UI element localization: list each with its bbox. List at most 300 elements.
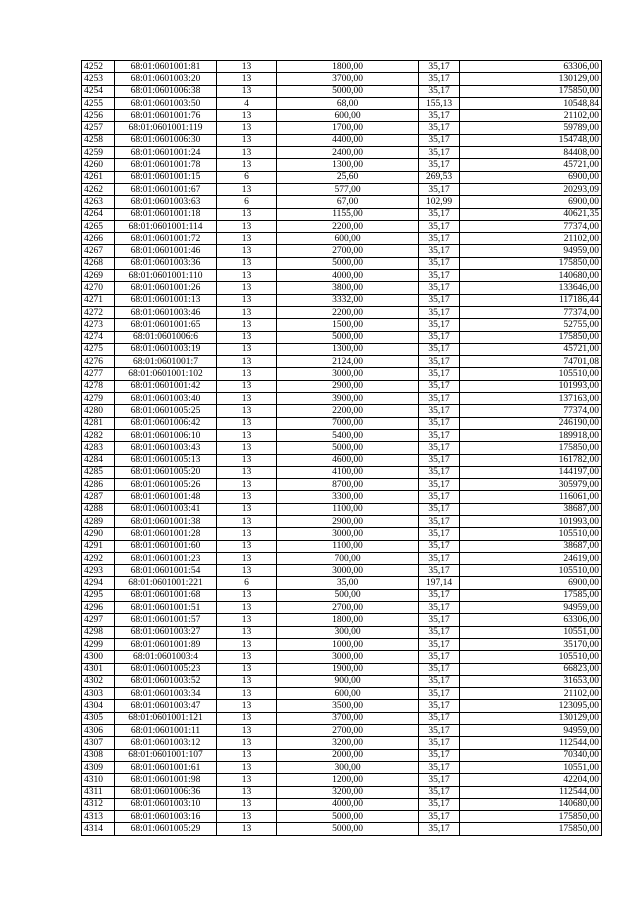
cadastral-number-cell: 68:01:0601003:43	[115, 442, 217, 454]
value-cell: 63306,00	[460, 614, 602, 626]
cadastral-number-cell: 68:01:0601005:25	[115, 405, 217, 417]
row-number-cell: 4292	[82, 552, 115, 564]
cadastral-number-cell: 68:01:0601001:78	[115, 159, 217, 171]
table-row	[82, 429, 602, 441]
category-cell: 13	[217, 479, 277, 491]
table-row	[82, 294, 602, 306]
area-cell: 1700,00	[277, 122, 419, 134]
category-cell: 13	[217, 270, 277, 282]
category-cell: 13	[217, 220, 277, 232]
rate-cell: 35,17	[419, 466, 460, 478]
cadastral-number-cell: 68:01:0601001:98	[115, 774, 217, 786]
table-row	[82, 270, 602, 282]
category-cell: 13	[217, 774, 277, 786]
cadastral-number-cell: 68:01:0601006:36	[115, 786, 217, 798]
category-cell: 13	[217, 786, 277, 798]
category-cell: 13	[217, 282, 277, 294]
rate-cell: 35,17	[419, 122, 460, 134]
table-row	[82, 651, 602, 663]
value-cell: 175850,00	[460, 331, 602, 343]
row-number-cell: 4288	[82, 503, 115, 515]
row-number-cell: 4252	[82, 61, 115, 73]
row-number-cell: 4265	[82, 220, 115, 232]
cadastral-number-cell: 68:01:0601001:11	[115, 725, 217, 737]
category-cell: 13	[217, 343, 277, 355]
rate-cell: 35,17	[419, 85, 460, 97]
cadastral-number-cell: 68:01:0601003:46	[115, 306, 217, 318]
rate-cell: 35,17	[419, 147, 460, 159]
table-row	[82, 134, 602, 146]
area-cell: 3900,00	[277, 393, 419, 405]
row-number-cell: 4310	[82, 774, 115, 786]
category-cell: 13	[217, 565, 277, 577]
table-row	[82, 761, 602, 773]
area-cell: 4000,00	[277, 798, 419, 810]
value-cell: 133646,00	[460, 282, 602, 294]
area-cell: 3700,00	[277, 712, 419, 724]
area-cell: 5000,00	[277, 257, 419, 269]
rate-cell: 35,17	[419, 675, 460, 687]
table-row	[82, 454, 602, 466]
category-cell: 13	[217, 811, 277, 823]
category-cell: 13	[217, 233, 277, 245]
area-cell: 1000,00	[277, 638, 419, 650]
table-row	[82, 405, 602, 417]
cadastral-number-cell: 68:01:0601001:57	[115, 614, 217, 626]
area-cell: 7000,00	[277, 417, 419, 429]
value-cell: 116061,00	[460, 491, 602, 503]
area-cell: 3000,00	[277, 565, 419, 577]
rate-cell: 35,17	[419, 442, 460, 454]
row-number-cell: 4308	[82, 749, 115, 761]
rate-cell: 35,17	[419, 294, 460, 306]
row-number-cell: 4281	[82, 417, 115, 429]
row-number-cell: 4274	[82, 331, 115, 343]
table-row	[82, 565, 602, 577]
rate-cell: 155,13	[419, 97, 460, 109]
value-cell: 130129,00	[460, 73, 602, 85]
area-cell: 2200,00	[277, 220, 419, 232]
category-cell: 13	[217, 602, 277, 614]
area-cell: 5400,00	[277, 429, 419, 441]
category-cell: 13	[217, 589, 277, 601]
row-number-cell: 4311	[82, 786, 115, 798]
cadastral-number-cell: 68:01:0601006:30	[115, 134, 217, 146]
value-cell: 175850,00	[460, 85, 602, 97]
row-number-cell: 4254	[82, 85, 115, 97]
cadastral-number-cell: 68:01:0601003:50	[115, 97, 217, 109]
value-cell: 101993,00	[460, 515, 602, 527]
rate-cell: 35,17	[419, 663, 460, 675]
category-cell: 13	[217, 798, 277, 810]
cadastral-number-cell: 68:01:0601003:12	[115, 737, 217, 749]
area-cell: 700,00	[277, 552, 419, 564]
rate-cell: 35,17	[419, 688, 460, 700]
area-cell: 68,00	[277, 97, 419, 109]
value-cell: 21102,00	[460, 233, 602, 245]
cadastral-number-cell: 68:01:0601001:107	[115, 749, 217, 761]
area-cell: 3000,00	[277, 368, 419, 380]
value-cell: 123095,00	[460, 700, 602, 712]
table-row	[82, 282, 602, 294]
row-number-cell: 4255	[82, 97, 115, 109]
value-cell: 101993,00	[460, 380, 602, 392]
row-number-cell: 4273	[82, 319, 115, 331]
rate-cell: 35,17	[419, 749, 460, 761]
cadastral-number-cell: 68:01:0601001:7	[115, 356, 217, 368]
value-cell: 17585,00	[460, 589, 602, 601]
table-row	[82, 306, 602, 318]
category-cell: 13	[217, 823, 277, 835]
cadastral-number-cell: 68:01:0601005:29	[115, 823, 217, 835]
area-cell: 2900,00	[277, 515, 419, 527]
row-number-cell: 4271	[82, 294, 115, 306]
category-cell: 13	[217, 638, 277, 650]
rate-cell: 35,17	[419, 626, 460, 638]
category-cell: 13	[217, 737, 277, 749]
row-number-cell: 4266	[82, 233, 115, 245]
value-cell: 137163,00	[460, 393, 602, 405]
cadastral-number-cell: 68:01:0601001:121	[115, 712, 217, 724]
value-cell: 189918,00	[460, 429, 602, 441]
area-cell: 500,00	[277, 589, 419, 601]
area-cell: 3800,00	[277, 282, 419, 294]
value-cell: 140680,00	[460, 798, 602, 810]
category-cell: 13	[217, 356, 277, 368]
row-number-cell: 4270	[82, 282, 115, 294]
area-cell: 1300,00	[277, 159, 419, 171]
cadastral-number-cell: 68:01:0601006:42	[115, 417, 217, 429]
area-cell: 5000,00	[277, 85, 419, 97]
rate-cell: 35,17	[419, 737, 460, 749]
row-number-cell: 4284	[82, 454, 115, 466]
cadastral-number-cell: 68:01:0601003:16	[115, 811, 217, 823]
table-row	[82, 466, 602, 478]
table-row	[82, 737, 602, 749]
row-number-cell: 4307	[82, 737, 115, 749]
row-number-cell: 4277	[82, 368, 115, 380]
table-row	[82, 602, 602, 614]
table-row	[82, 614, 602, 626]
rate-cell: 35,17	[419, 220, 460, 232]
area-cell: 5000,00	[277, 823, 419, 835]
table-body	[82, 61, 602, 836]
table-row	[82, 798, 602, 810]
rate-cell: 35,17	[419, 589, 460, 601]
row-number-cell: 4287	[82, 491, 115, 503]
area-cell: 3000,00	[277, 651, 419, 663]
rate-cell: 35,17	[419, 614, 460, 626]
area-cell: 600,00	[277, 688, 419, 700]
table-row	[82, 675, 602, 687]
rate-cell: 35,17	[419, 552, 460, 564]
category-cell: 13	[217, 491, 277, 503]
value-cell: 35170,00	[460, 638, 602, 650]
table-row	[82, 208, 602, 220]
row-number-cell: 4290	[82, 528, 115, 540]
cadastral-number-cell: 68:01:0601001:67	[115, 183, 217, 195]
area-cell: 1800,00	[277, 61, 419, 73]
table-row	[82, 85, 602, 97]
row-number-cell: 4296	[82, 602, 115, 614]
row-number-cell: 4258	[82, 134, 115, 146]
rate-cell: 35,17	[419, 159, 460, 171]
category-cell: 13	[217, 147, 277, 159]
rate-cell: 35,17	[419, 356, 460, 368]
table-row	[82, 159, 602, 171]
value-cell: 140680,00	[460, 270, 602, 282]
area-cell: 600,00	[277, 233, 419, 245]
cadastral-number-cell: 68:01:0601003:4	[115, 651, 217, 663]
row-number-cell: 4253	[82, 73, 115, 85]
value-cell: 38687,00	[460, 503, 602, 515]
cadastral-number-cell: 68:01:0601001:38	[115, 515, 217, 527]
value-cell: 63306,00	[460, 61, 602, 73]
category-cell: 13	[217, 380, 277, 392]
area-cell: 600,00	[277, 110, 419, 122]
area-cell: 3000,00	[277, 528, 419, 540]
value-cell: 74701,08	[460, 356, 602, 368]
area-cell: 5000,00	[277, 442, 419, 454]
table-row	[82, 700, 602, 712]
rate-cell: 35,17	[419, 208, 460, 220]
area-cell: 1300,00	[277, 343, 419, 355]
category-cell: 13	[217, 540, 277, 552]
table-row	[82, 110, 602, 122]
rate-cell: 35,17	[419, 393, 460, 405]
rate-cell: 35,17	[419, 270, 460, 282]
rate-cell: 35,17	[419, 761, 460, 773]
table-row	[82, 73, 602, 85]
rate-cell: 35,17	[419, 417, 460, 429]
cadastral-number-cell: 68:01:0601001:110	[115, 270, 217, 282]
category-cell: 13	[217, 442, 277, 454]
category-cell: 13	[217, 159, 277, 171]
cadastral-number-cell: 68:01:0601003:27	[115, 626, 217, 638]
category-cell: 13	[217, 368, 277, 380]
value-cell: 6900,00	[460, 171, 602, 183]
table-row	[82, 257, 602, 269]
category-cell: 13	[217, 294, 277, 306]
row-number-cell: 4295	[82, 589, 115, 601]
table-row	[82, 331, 602, 343]
value-cell: 21102,00	[460, 688, 602, 700]
value-cell: 175850,00	[460, 257, 602, 269]
cadastral-number-cell: 68:01:0601001:28	[115, 528, 217, 540]
row-number-cell: 4302	[82, 675, 115, 687]
value-cell: 24619,00	[460, 552, 602, 564]
area-cell: 2124,00	[277, 356, 419, 368]
table-row	[82, 786, 602, 798]
value-cell: 6900,00	[460, 577, 602, 589]
cadastral-number-cell: 68:01:0601001:26	[115, 282, 217, 294]
rate-cell: 35,17	[419, 429, 460, 441]
row-number-cell: 4303	[82, 688, 115, 700]
cadastral-number-cell: 68:01:0601003:36	[115, 257, 217, 269]
table-row	[82, 380, 602, 392]
table-row	[82, 663, 602, 675]
value-cell: 130129,00	[460, 712, 602, 724]
row-number-cell: 4309	[82, 761, 115, 773]
rate-cell: 35,17	[419, 774, 460, 786]
table-row	[82, 540, 602, 552]
rate-cell: 35,17	[419, 134, 460, 146]
row-number-cell: 4294	[82, 577, 115, 589]
cadastral-number-cell: 68:01:0601001:89	[115, 638, 217, 650]
category-cell: 13	[217, 712, 277, 724]
area-cell: 25,60	[277, 171, 419, 183]
rate-cell: 35,17	[419, 725, 460, 737]
row-number-cell: 4278	[82, 380, 115, 392]
area-cell: 2400,00	[277, 147, 419, 159]
rate-cell: 35,17	[419, 503, 460, 515]
category-cell: 13	[217, 405, 277, 417]
table-row	[82, 577, 602, 589]
category-cell: 13	[217, 675, 277, 687]
category-cell: 13	[217, 528, 277, 540]
table-row	[82, 515, 602, 527]
category-cell: 13	[217, 725, 277, 737]
table-row	[82, 589, 602, 601]
row-number-cell: 4259	[82, 147, 115, 159]
cadastral-number-cell: 68:01:0601001:114	[115, 220, 217, 232]
cadastral-number-cell: 68:01:0601001:81	[115, 61, 217, 73]
table-row	[82, 97, 602, 109]
table-row	[82, 503, 602, 515]
area-cell: 67,00	[277, 196, 419, 208]
category-cell: 13	[217, 245, 277, 257]
value-cell: 70340,00	[460, 749, 602, 761]
cadastral-number-cell: 68:01:0601005:26	[115, 479, 217, 491]
category-cell: 13	[217, 183, 277, 195]
value-cell: 84408,00	[460, 147, 602, 159]
table-row	[82, 442, 602, 454]
table-row	[82, 245, 602, 257]
category-cell: 6	[217, 171, 277, 183]
area-cell: 4600,00	[277, 454, 419, 466]
value-cell: 45721,00	[460, 159, 602, 171]
row-number-cell: 4297	[82, 614, 115, 626]
value-cell: 6900,00	[460, 196, 602, 208]
value-cell: 94959,00	[460, 245, 602, 257]
table-row	[82, 725, 602, 737]
area-cell: 2900,00	[277, 380, 419, 392]
area-cell: 4100,00	[277, 466, 419, 478]
rate-cell: 197,14	[419, 577, 460, 589]
table-row	[82, 528, 602, 540]
cadastral-number-cell: 68:01:0601001:51	[115, 602, 217, 614]
table-row	[82, 393, 602, 405]
category-cell: 13	[217, 306, 277, 318]
area-cell: 8700,00	[277, 479, 419, 491]
area-cell: 1800,00	[277, 614, 419, 626]
category-cell: 13	[217, 503, 277, 515]
value-cell: 117186,44	[460, 294, 602, 306]
category-cell: 13	[217, 257, 277, 269]
value-cell: 59789,00	[460, 122, 602, 134]
cadastral-number-cell: 68:01:0601001:24	[115, 147, 217, 159]
rate-cell: 35,17	[419, 651, 460, 663]
rate-cell: 35,17	[419, 454, 460, 466]
cadastral-number-cell: 68:01:0601001:65	[115, 319, 217, 331]
value-cell: 52755,00	[460, 319, 602, 331]
cadastral-number-cell: 68:01:0601001:42	[115, 380, 217, 392]
row-number-cell: 4279	[82, 393, 115, 405]
rate-cell: 35,17	[419, 331, 460, 343]
row-number-cell: 4267	[82, 245, 115, 257]
rate-cell: 35,17	[419, 319, 460, 331]
value-cell: 112544,00	[460, 786, 602, 798]
row-number-cell: 4280	[82, 405, 115, 417]
table-row	[82, 356, 602, 368]
row-number-cell: 4283	[82, 442, 115, 454]
category-cell: 6	[217, 577, 277, 589]
row-number-cell: 4276	[82, 356, 115, 368]
table-row	[82, 343, 602, 355]
rate-cell: 35,17	[419, 565, 460, 577]
row-number-cell: 4286	[82, 479, 115, 491]
cadastral-number-cell: 68:01:0601001:46	[115, 245, 217, 257]
value-cell: 42204,00	[460, 774, 602, 786]
rate-cell: 35,17	[419, 368, 460, 380]
category-cell: 13	[217, 454, 277, 466]
row-number-cell: 4275	[82, 343, 115, 355]
cadastral-number-cell: 68:01:0601001:61	[115, 761, 217, 773]
row-number-cell: 4263	[82, 196, 115, 208]
area-cell: 1100,00	[277, 503, 419, 515]
rate-cell: 35,17	[419, 61, 460, 73]
rate-cell: 35,17	[419, 245, 460, 257]
rate-cell: 102,99	[419, 196, 460, 208]
row-number-cell: 4256	[82, 110, 115, 122]
cadastral-number-cell: 68:01:0601006:6	[115, 331, 217, 343]
area-cell: 3300,00	[277, 491, 419, 503]
rate-cell: 35,17	[419, 73, 460, 85]
value-cell: 77374,00	[460, 306, 602, 318]
cadastral-number-cell: 68:01:0601001:102	[115, 368, 217, 380]
row-number-cell: 4313	[82, 811, 115, 823]
rate-cell: 35,17	[419, 110, 460, 122]
value-cell: 175850,00	[460, 442, 602, 454]
category-cell: 6	[217, 196, 277, 208]
area-cell: 5000,00	[277, 811, 419, 823]
area-cell: 1100,00	[277, 540, 419, 552]
row-number-cell: 4261	[82, 171, 115, 183]
category-cell: 13	[217, 700, 277, 712]
cadastral-number-cell: 68:01:0601005:20	[115, 466, 217, 478]
table-row	[82, 811, 602, 823]
rate-cell: 35,17	[419, 602, 460, 614]
value-cell: 94959,00	[460, 602, 602, 614]
cadastral-number-cell: 68:01:0601001:119	[115, 122, 217, 134]
rate-cell: 35,17	[419, 638, 460, 650]
category-cell: 13	[217, 626, 277, 638]
table-row	[82, 171, 602, 183]
value-cell: 175850,00	[460, 823, 602, 835]
area-cell: 3700,00	[277, 73, 419, 85]
row-number-cell: 4285	[82, 466, 115, 478]
category-cell: 13	[217, 688, 277, 700]
area-cell: 2200,00	[277, 405, 419, 417]
table-row	[82, 196, 602, 208]
table-row	[82, 688, 602, 700]
category-cell: 13	[217, 393, 277, 405]
rate-cell: 35,17	[419, 491, 460, 503]
value-cell: 161782,00	[460, 454, 602, 466]
area-cell: 1155,00	[277, 208, 419, 220]
rate-cell: 35,17	[419, 405, 460, 417]
value-cell: 21102,00	[460, 110, 602, 122]
